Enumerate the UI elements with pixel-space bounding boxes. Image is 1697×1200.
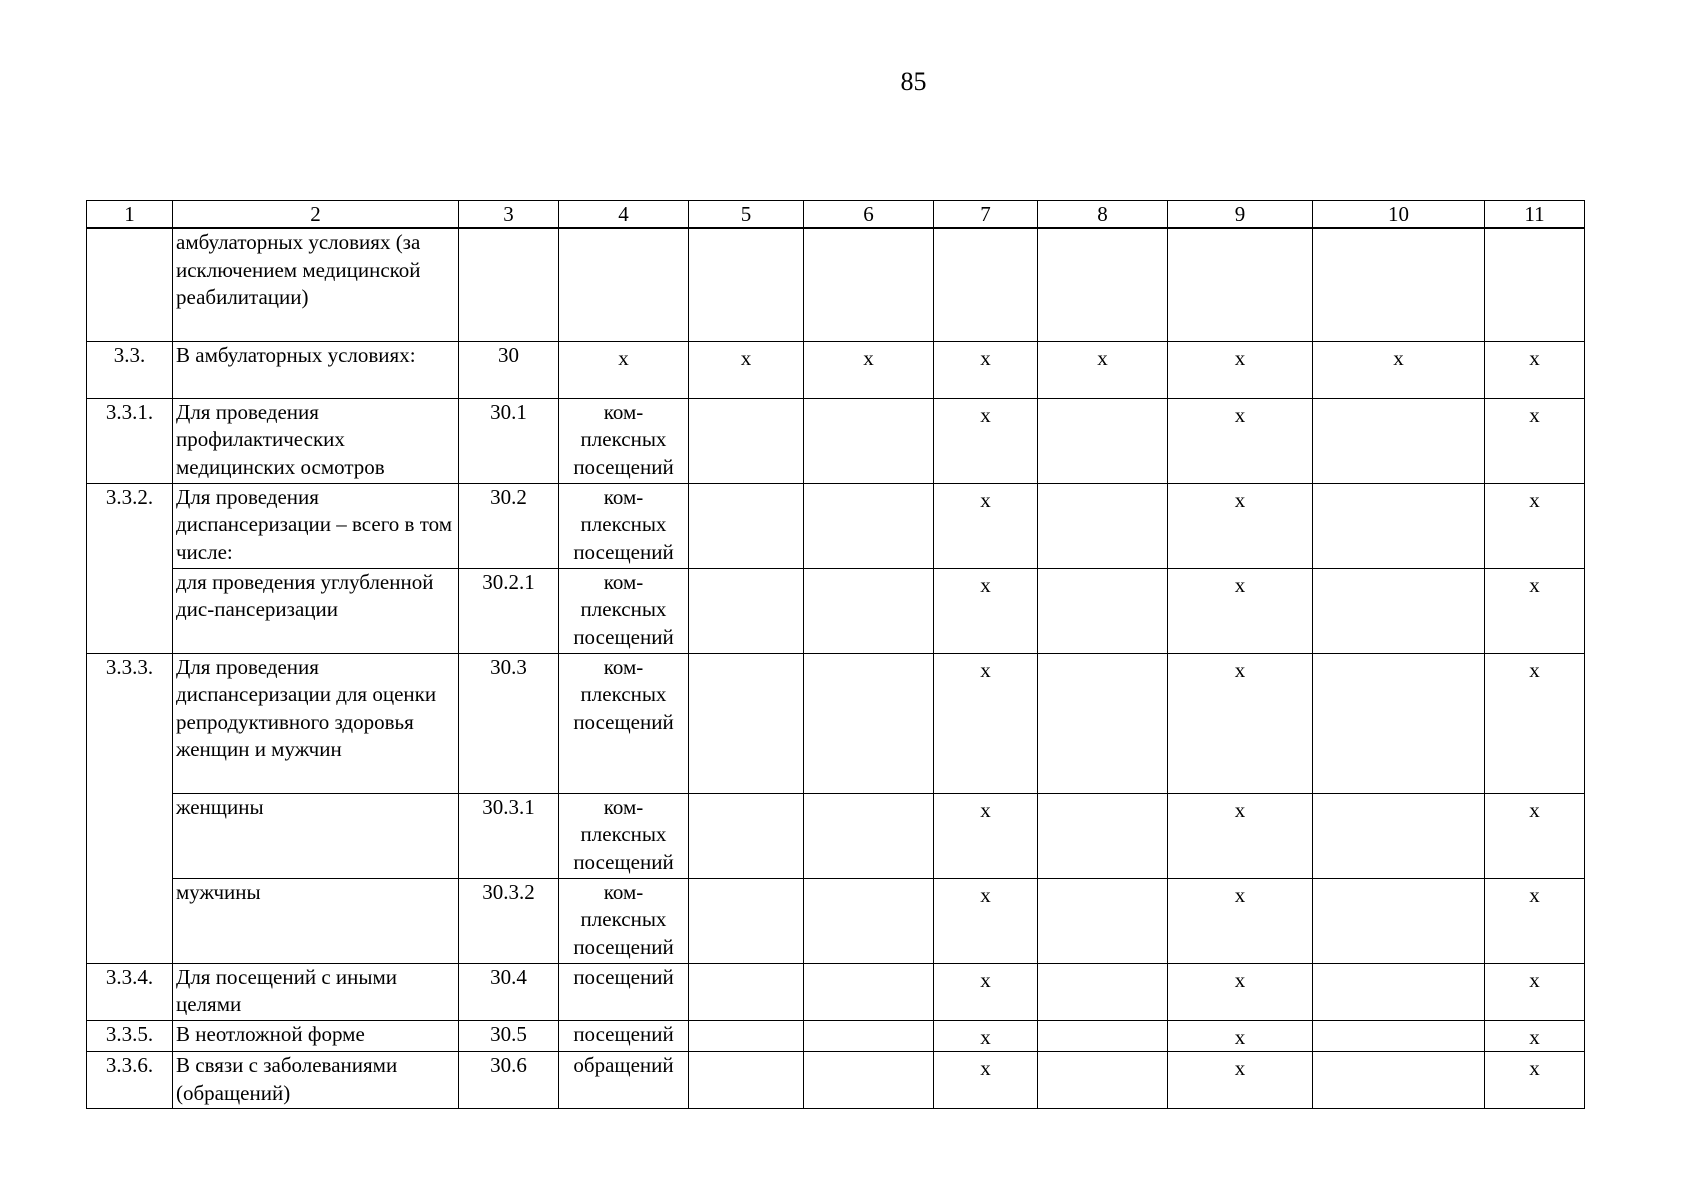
header-row <box>87 201 1585 229</box>
row-number <box>87 228 173 341</box>
row-code: 30.2.1 <box>459 568 559 653</box>
table-row <box>87 653 1585 793</box>
cell-col9: х <box>1168 568 1313 653</box>
cell-col5 <box>689 398 804 483</box>
data-table <box>86 200 1585 1109</box>
cell-col10 <box>1313 1052 1485 1109</box>
cell-col8 <box>1038 228 1168 341</box>
cell-col10 <box>1313 1020 1485 1052</box>
cell-col5 <box>689 1052 804 1109</box>
cell-col8 <box>1038 653 1168 793</box>
cell-col5 <box>689 963 804 1020</box>
cell-col6 <box>804 228 934 341</box>
col-header-10: 10 <box>1313 201 1485 229</box>
cell-col10 <box>1313 568 1485 653</box>
row-code: 30 <box>459 341 559 398</box>
col-header-9: 9 <box>1168 201 1313 229</box>
cell-col5 <box>689 1020 804 1052</box>
row-name: В неотложной форме <box>173 1020 459 1052</box>
col-header-4: 4 <box>559 201 689 229</box>
cell-col5 <box>689 568 804 653</box>
table-row <box>87 793 1585 878</box>
cell-col8 <box>1038 793 1168 878</box>
cell-col9 <box>1168 228 1313 341</box>
cell-col11: х <box>1485 878 1585 963</box>
table-row <box>87 1020 1585 1052</box>
cell-col11: х <box>1485 398 1585 483</box>
col-header-5: 5 <box>689 201 804 229</box>
cell-col6 <box>804 1020 934 1052</box>
cell-col8: х <box>1038 341 1168 398</box>
cell-col10 <box>1313 483 1485 568</box>
cell-col7: х <box>934 793 1038 878</box>
row-unit: ком-плексных посещений <box>559 483 689 568</box>
col-header-7: 7 <box>934 201 1038 229</box>
row-unit <box>559 228 689 341</box>
cell-col11: х <box>1485 341 1585 398</box>
cell-col5 <box>689 793 804 878</box>
cell-col7: х <box>934 568 1038 653</box>
col-header-6: 6 <box>804 201 934 229</box>
cell-col6 <box>804 483 934 568</box>
table-row <box>87 398 1585 483</box>
row-number: 3.3.3. <box>87 653 173 963</box>
col-header-3: 3 <box>459 201 559 229</box>
data-table-container <box>86 200 1584 1109</box>
cell-col9: х <box>1168 398 1313 483</box>
cell-col11 <box>1485 228 1585 341</box>
row-name: мужчины <box>173 878 459 963</box>
row-number: 3.3.6. <box>87 1052 173 1109</box>
row-code: 30.3.1 <box>459 793 559 878</box>
cell-col7: х <box>934 653 1038 793</box>
row-number: 3.3. <box>87 341 173 398</box>
cell-col6 <box>804 398 934 483</box>
cell-col6 <box>804 963 934 1020</box>
row-unit: посещений <box>559 963 689 1020</box>
row-name: В связи с заболеваниями (обращений) <box>173 1052 459 1109</box>
row-code <box>459 228 559 341</box>
cell-col9: х <box>1168 963 1313 1020</box>
cell-col7: х <box>934 1020 1038 1052</box>
cell-col10 <box>1313 793 1485 878</box>
cell-col6: х <box>804 341 934 398</box>
cell-col9: х <box>1168 653 1313 793</box>
col-header-1: 1 <box>87 201 173 229</box>
cell-col6 <box>804 653 934 793</box>
cell-col8 <box>1038 1052 1168 1109</box>
cell-col10 <box>1313 963 1485 1020</box>
cell-col8 <box>1038 568 1168 653</box>
table-row <box>87 963 1585 1020</box>
cell-col6 <box>804 1052 934 1109</box>
cell-col8 <box>1038 398 1168 483</box>
row-number: 3.3.4. <box>87 963 173 1020</box>
row-code: 30.3 <box>459 653 559 793</box>
row-unit: ком-плексных посещений <box>559 793 689 878</box>
row-unit: обращений <box>559 1052 689 1109</box>
page-number: 85 <box>900 67 927 96</box>
cell-col6 <box>804 793 934 878</box>
cell-col9: х <box>1168 793 1313 878</box>
cell-col7: х <box>934 483 1038 568</box>
cell-col11: х <box>1485 568 1585 653</box>
row-name: для проведения углубленной дис-пансеризации <box>173 568 459 653</box>
cell-col9: х <box>1168 341 1313 398</box>
cell-col7: х <box>934 398 1038 483</box>
cell-col5 <box>689 228 804 341</box>
row-unit: посещений <box>559 1020 689 1052</box>
row-name: Для проведения диспансеризации – всего в том числе: <box>173 483 459 568</box>
row-name: женщины <box>173 793 459 878</box>
row-number: 3.3.2. <box>87 483 173 653</box>
row-name: амбулаторных условиях (за исключением медицинской реабилитации) <box>173 228 459 341</box>
cell-col5: х <box>689 341 804 398</box>
cell-col10: х <box>1313 341 1485 398</box>
row-unit: х <box>559 341 689 398</box>
cell-col8 <box>1038 878 1168 963</box>
cell-col5 <box>689 653 804 793</box>
cell-col8 <box>1038 1020 1168 1052</box>
cell-col9: х <box>1168 483 1313 568</box>
cell-col10 <box>1313 398 1485 483</box>
cell-col10 <box>1313 228 1485 341</box>
row-name: Для проведения диспансеризации для оценки репродуктивного здоровья женщин и мужчин <box>173 653 459 793</box>
cell-col11: х <box>1485 963 1585 1020</box>
cell-col11: х <box>1485 483 1585 568</box>
table-row <box>87 1052 1585 1109</box>
cell-col9: х <box>1168 1020 1313 1052</box>
row-unit: ком-плексных посещений <box>559 398 689 483</box>
row-code: 30.4 <box>459 963 559 1020</box>
col-header-8: 8 <box>1038 201 1168 229</box>
row-name: В амбулаторных условиях: <box>173 341 459 398</box>
cell-col8 <box>1038 963 1168 1020</box>
row-number: 3.3.5. <box>87 1020 173 1052</box>
row-unit: ком-плексных посещений <box>559 653 689 793</box>
table-row <box>87 341 1585 398</box>
row-unit: ком-плексных посещений <box>559 878 689 963</box>
cell-col10 <box>1313 878 1485 963</box>
col-header-11: 11 <box>1485 201 1585 229</box>
cell-col10 <box>1313 653 1485 793</box>
table-row <box>87 228 1585 341</box>
cell-col11: х <box>1485 793 1585 878</box>
cell-col11: х <box>1485 1052 1585 1109</box>
row-name: Для проведения профилактических медицинских осмотров <box>173 398 459 483</box>
cell-col5 <box>689 878 804 963</box>
row-code: 30.6 <box>459 1052 559 1109</box>
row-code: 30.5 <box>459 1020 559 1052</box>
cell-col7: х <box>934 1052 1038 1109</box>
cell-col7 <box>934 228 1038 341</box>
row-name: Для посещений с иными целями <box>173 963 459 1020</box>
cell-col6 <box>804 568 934 653</box>
cell-col9: х <box>1168 1052 1313 1109</box>
row-code: 30.1 <box>459 398 559 483</box>
cell-col11: х <box>1485 1020 1585 1052</box>
row-code: 30.2 <box>459 483 559 568</box>
cell-col7: х <box>934 963 1038 1020</box>
cell-col8 <box>1038 483 1168 568</box>
cell-col7: х <box>934 341 1038 398</box>
cell-col9: х <box>1168 878 1313 963</box>
cell-col11: х <box>1485 653 1585 793</box>
row-unit: ком-плексных посещений <box>559 568 689 653</box>
table-row <box>87 878 1585 963</box>
table-row <box>87 568 1585 653</box>
table-row <box>87 483 1585 568</box>
cell-col6 <box>804 878 934 963</box>
col-header-2: 2 <box>173 201 459 229</box>
row-number: 3.3.1. <box>87 398 173 483</box>
cell-col7: х <box>934 878 1038 963</box>
row-code: 30.3.2 <box>459 878 559 963</box>
cell-col5 <box>689 483 804 568</box>
